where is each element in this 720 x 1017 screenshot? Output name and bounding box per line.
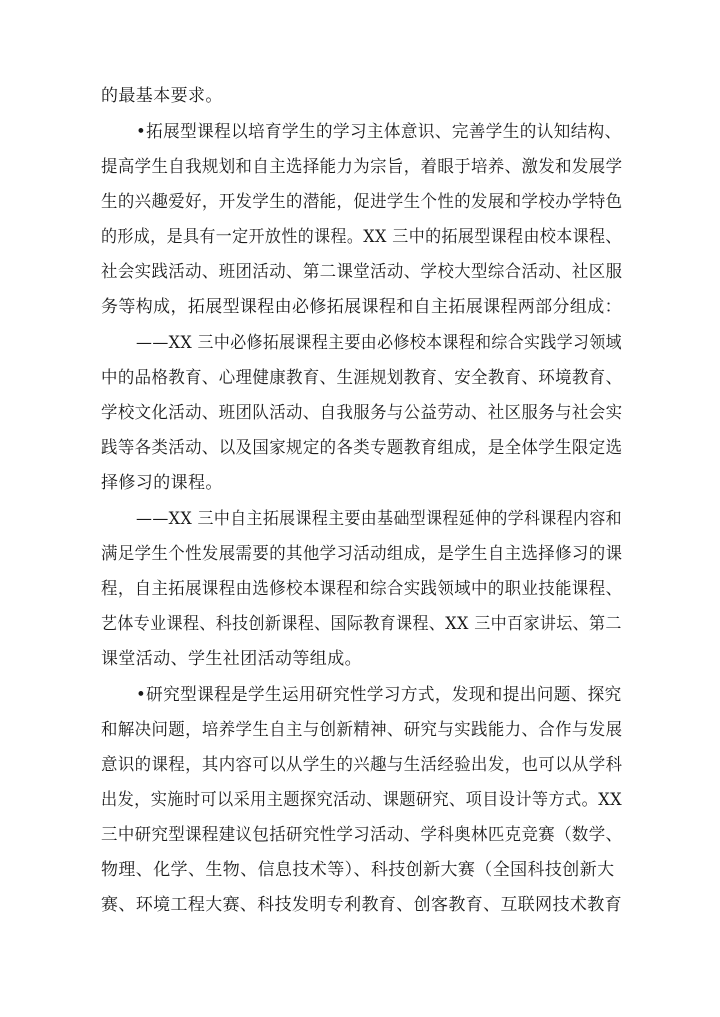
text-line: 提高学生自我规划和自主选择能力为宗旨，着眼于培养、激发和发展学: [101, 157, 623, 177]
text-line: 生的兴趣爱好，开发学生的潜能，促进学生个性的发展和学校办学特色: [101, 192, 623, 212]
text-line: 三中研究型课程建议包括研究性学习活动、学科奥林匹克竞赛（数学、: [101, 825, 623, 845]
text-line: 和解决问题，培养学生自主与创新精神、研究与实践能力、合作与发展: [101, 720, 623, 740]
text-line: ——XX 三中自主拓展课程主要由基础型课程延伸的学科课程内容和: [136, 509, 623, 529]
text-line: •拓展型课程以培育学生的学习主体意识、完善学生的认知结构、: [136, 122, 622, 142]
text-line: •研究型课程是学生运用研究性学习方式，发现和提出问题、探究: [136, 685, 622, 705]
text-line: 程，自主拓展课程由选修校本课程和综合实践领域中的职业技能课程、: [101, 579, 623, 599]
text-line: 满足学生个性发展需要的其他学习活动组成，是学生自主选择修习的课: [101, 544, 623, 564]
text-line: 中的品格教育、心理健康教育、生涯规划教育、安全教育、环境教育、: [101, 368, 623, 388]
text-line: 艺体专业课程、科技创新课程、国际教育课程、XX 三中百家讲坛、第二: [101, 614, 622, 634]
text-line: 意识的课程，其内容可以从学生的兴趣与生活经验出发，也可以从学科: [101, 755, 623, 775]
text-line: ——XX 三中必修拓展课程主要由必修校本课程和综合实践学习领域: [136, 333, 623, 353]
text-line: 赛、环境工程大赛、科技发明专利教育、创客教育、互联网技术教育: [101, 895, 623, 915]
text-line: 的最基本要求。: [101, 86, 223, 106]
text-line: 物理、化学、生物、信息技术等）、科技创新大赛（全国科技创新大: [101, 860, 615, 880]
text-line: 课堂活动、学生社团活动等组成。: [101, 649, 362, 669]
text-line: 的形成，是具有一定开放性的课程。XX 三中的拓展型课程由校本课程、: [101, 227, 622, 247]
text-line: 社会实践活动、班团活动、第二课堂活动、学校大型综合活动、社区服: [101, 262, 623, 282]
text-line: 择修习的课程。: [101, 473, 223, 493]
text-line: 出发，实施时可以采用主题探究活动、课题研究、项目设计等方式。XX: [101, 790, 623, 810]
text-line: 学校文化活动、班团队活动、自我服务与公益劳动、社区服务与社会实: [101, 403, 623, 423]
text-line: 践等各类活动、以及国家规定的各类专题教育组成，是全体学生限定选: [101, 438, 623, 458]
text-line: 务等构成，拓展型课程由必修拓展课程和自主拓展课程两部分组成：: [101, 297, 623, 317]
